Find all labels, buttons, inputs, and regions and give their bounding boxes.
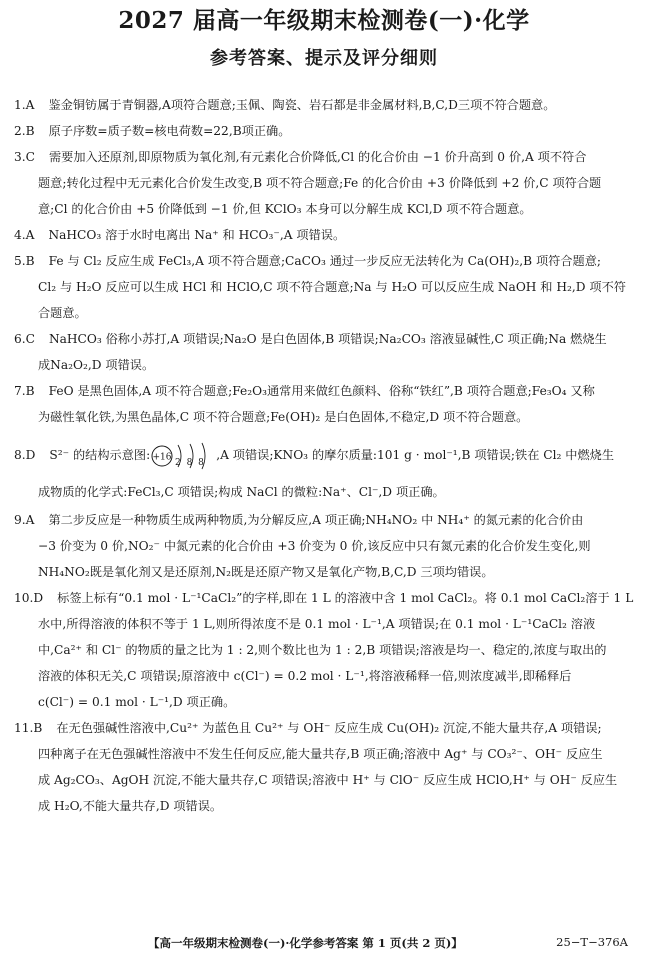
nucleus-charge: +16 <box>152 452 172 462</box>
explanation-line: 成物质的化学式:FeCl₃,C 项错误;构成 NaCl 的微粒:Na⁺、Cl⁻,D 项正确。 <box>38 484 445 499</box>
explanation-line: 水中,所得溶液的体积不等于 1 L,则所得浓度不是 0.1 mol · L⁻¹,A 项错误;在 0.1 mol · L⁻¹CaCl₂ 溶液 <box>38 616 596 631</box>
answer-item-10 <box>14 585 638 715</box>
explanation-line: 原子序数=质子数=核电荷数=22,B项正确。 <box>48 124 291 138</box>
answer-letter: A <box>25 98 35 112</box>
question-number: 6. <box>14 332 26 346</box>
explanation-text: S²⁻ 的结构示意图: <box>49 448 151 462</box>
page-subtitle: 参考答案、提示及评分细则 <box>210 48 438 69</box>
answer-item-2 <box>14 118 638 144</box>
answer-list <box>14 92 638 819</box>
answer-letter: B <box>25 384 35 398</box>
page-footer: 【高一年级期末检测卷(一)·化学参考答案 第 1 页(共 2 页)】 <box>148 936 463 950</box>
question-number: 4. <box>14 228 26 242</box>
answer-item-11 <box>14 715 638 819</box>
question-number: 3. <box>14 150 26 164</box>
explanation-line: 意;Cl 的化合价由 +5 价降低到 −1 价,但 KClO₃ 本身可以分解生成 KCl,D 项不符合题意。 <box>38 202 532 216</box>
explanation-line: Cl₂ 与 H₂O 反应可以生成 HCl 和 HClO,C 项不符合题意;Na 与 H₂O 可以反应生成 NaOH 和 H₂,D 项不符 <box>38 280 626 294</box>
answer-item-1 <box>14 92 638 118</box>
explanation-line: 第二步反应是一种物质生成两种物质,为分解反应,A 项正确;NH₄NO₂ 中 NH₄⁺ 的氮元素的化合价由 <box>48 512 584 527</box>
explanation-line: 合题意。 <box>38 306 87 320</box>
answer-item-3 <box>14 144 638 222</box>
explanation-line: 为磁性氧化铁,为黑色晶体,C 项不符合题意;Fe(OH)₂ 是白色固体,不稳定,D 项不符合题意。 <box>38 410 529 424</box>
question-number: 5. <box>14 254 26 268</box>
explanation-line: 成 H₂O,不能大量共存,D 项错误。 <box>38 798 223 813</box>
explanation-line: 四种离子在无色强碱性溶液中不发生任何反应,能大量共存,B 项正确;溶液中 Ag⁺ 与 CO₃²⁻、OH⁻ 反应生 <box>38 746 603 761</box>
question-number: 8. <box>14 448 26 462</box>
answer-item-6 <box>14 326 638 378</box>
answer-letter: C <box>25 150 35 164</box>
answer-letter: A <box>25 228 35 242</box>
explanation-line: NaHCO₃ 溶于水时电离出 Na⁺ 和 HCO₃⁻,A 项错误。 <box>48 228 346 242</box>
explanation-text: ,A 项错误;KNO₃ 的摩尔质量:101 g · mol⁻¹,B 项错误;铁在 Cl₂ 中燃烧生 <box>216 448 615 462</box>
answer-letter: B <box>33 720 43 735</box>
answer-item-7 <box>14 378 638 430</box>
page-title: 2027 届高一年级期末检测卷(一)·化学 <box>118 7 530 34</box>
question-number: 7. <box>14 384 26 398</box>
question-number: 2. <box>14 124 26 138</box>
electron-shells: 2 8 8 <box>175 457 206 468</box>
answer-item-9 <box>14 507 638 585</box>
answer-letter: B <box>25 124 35 138</box>
answer-letter: D <box>33 590 44 605</box>
explanation-line: 需要加入还原剂,即原物质为氧化剂,有元素化合价降低,Cl 的化合价由 −1 价升高到 0 价,A 项不符合 <box>48 150 587 164</box>
question-number: 10. <box>14 590 34 605</box>
explanation-line: 标签上标有“0.1 mol · L⁻¹CaCl₂”的字样,即在 1 L 的溶液中含 1 mol CaCl₂。将 0.1 mol CaCl₂溶于 1 L <box>57 590 634 605</box>
explanation-line: 溶液的体积无关,C 项错误;原溶液中 c(Cl⁻) = 0.2 mol · L⁻¹,将溶液稀释一倍,则浓度减半,即稀释后 <box>38 668 572 683</box>
explanation-line: Fe 与 Cl₂ 反应生成 FeCl₃,A 项不符合题意;CaCO₃ 通过一步反应无法转化为 Ca(OH)₂,B 项符合题意; <box>48 254 602 268</box>
answer-item-8 <box>14 440 638 507</box>
explanation-line: FeO 是黑色固体,A 项不符合题意;Fe₂O₃通常用来做红色颜料、俗称“铁红”,B 项符合题意;Fe₃O₄ 又称 <box>48 384 595 398</box>
explanation-line: 题意;转化过程中无元素化合价发生改变,B 项不符合题意;Fe 的化合价由 +3 价降低到 +2 价,C 项符合题 <box>38 176 602 190</box>
explanation-line: 在无色强碱性溶液中,Cu²⁺ 为蓝色且 Cu²⁺ 与 OH⁻ 反应生成 Cu(OH)₂ 沉淀,不能大量共存,A 项错误; <box>56 720 602 735</box>
ion-structure-diagram <box>150 441 216 471</box>
explanation-line: 成Na₂O₂,D 项错误。 <box>38 358 155 372</box>
answer-letter: D <box>25 448 36 462</box>
explanation-line: 中,Ca²⁺ 和 Cl⁻ 的物质的量之比为 1 : 2,则个数比也为 1 : 2,B 项错误;溶液是均一、稳定的,浓度与取出的 <box>38 642 607 657</box>
answer-item-4 <box>14 222 638 248</box>
answer-item-5 <box>14 248 638 326</box>
answer-letter: C <box>25 332 35 346</box>
document-code: 25−T−376A <box>556 935 628 949</box>
explanation-line: c(Cl⁻) = 0.1 mol · L⁻¹,D 项正确。 <box>38 694 236 709</box>
explanation-line: 成 Ag₂CO₃、AgOH 沉淀,不能大量共存,C 项错误;溶液中 H⁺ 与 ClO⁻ 反应生成 HClO,H⁺ 与 OH⁻ 反应生 <box>38 772 618 787</box>
explanation-line: 鉴金铜钫属于青铜器,A项符合题意;玉佩、陶瓷、岩石都是非金属材料,B,C,D三项不符合题意。 <box>48 98 556 112</box>
explanation-line: NH₄NO₂既是氧化剂又是还原剂,N₂既是还原产物又是氧化产物,B,C,D 三项均错误。 <box>38 564 494 579</box>
answer-letter: A <box>25 512 35 527</box>
question-number: 11. <box>14 720 34 735</box>
explanation-line: NaHCO₃ 俗称小苏打,A 项错误;Na₂O 是白色固体,B 项错误;Na₂CO₃ 溶液显碱性,C 项正确;Na 燃烧生 <box>48 332 607 346</box>
question-number: 9. <box>14 512 26 527</box>
answer-letter: B <box>25 254 35 268</box>
question-number: 1. <box>14 98 26 112</box>
explanation-line: −3 价变为 0 价,NO₂⁻ 中氮元素的化合价由 +3 价变为 0 价,该反应中只有氮元素的化合价发生变化,则 <box>38 538 591 553</box>
